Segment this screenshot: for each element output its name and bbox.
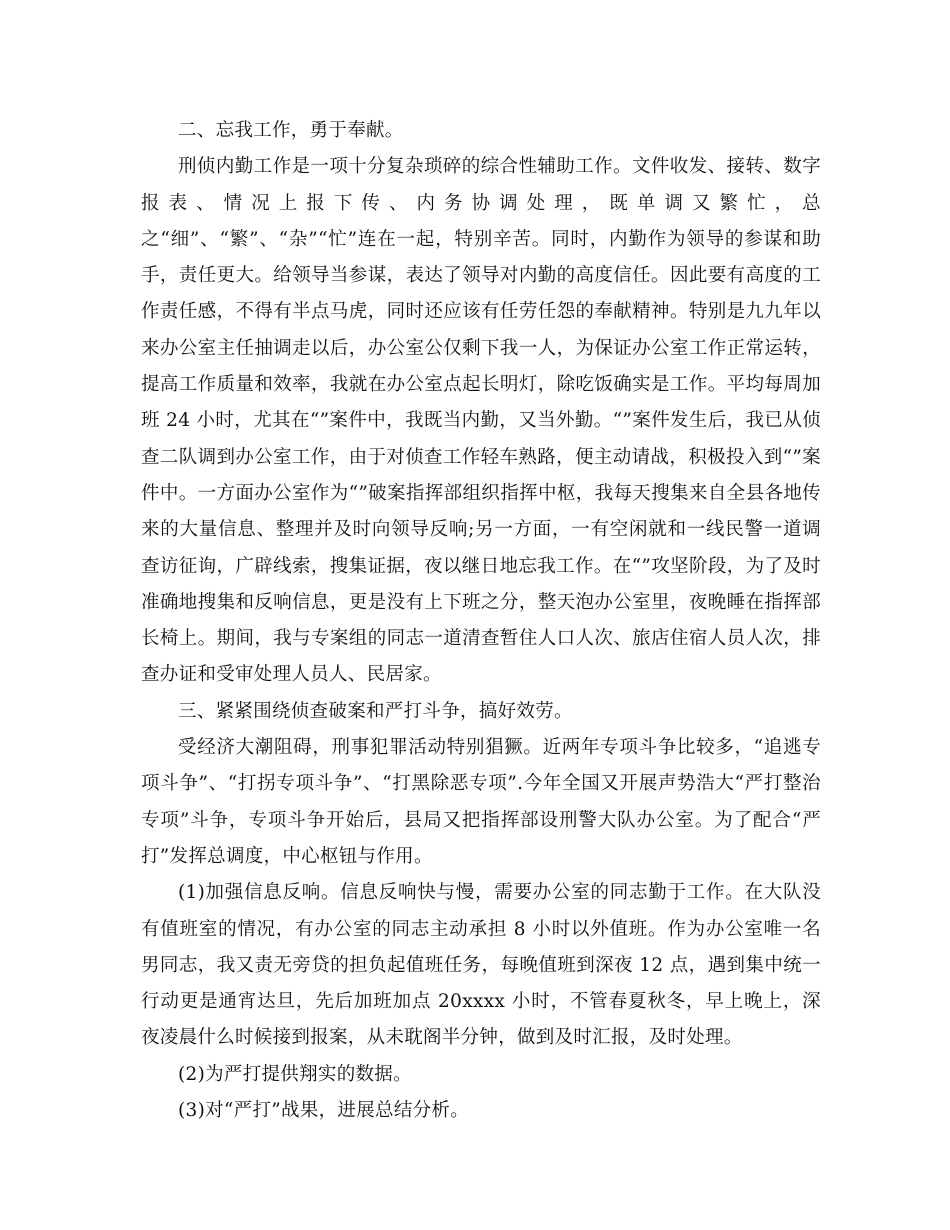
paragraph-special-campaigns: 受经济大潮阻碍，刑事犯罪活动特别猖獗。近两年专项斗争比较多，“追逃专项斗争”、“打拐专项斗争”、“打黑除恶专项”.今年全国又开展声势浩大“严打整治专项”斗争，专项斗争开始后，县局又把指挥部设刑警大队办公室。为了配合“严打”发挥总调度，中心枢钮与作用。 — [141, 737, 821, 867]
list-item-1: (1)加强信息反响。信息反响快与慢，需要办公室的同志勤于工作。在大队没有值班室的情况，有办公室的同志主动承担 8 小时以外值班。作为办公室唯一名男同志，我又责无旁贷的担负起值班任务，每晚值班到深夜 12 点，遇到集中统一行动更是通宵达旦，先后加班加点 20xxxx 小时，不管春夏秋冬，早上晚上，深夜凌晨什么时候接到报案，从未耽阁半分钟，做到及时汇报，及时处理。 — [141, 882, 821, 1049]
list-item-2: (2)为严打提供翔实的数据。 — [178, 1063, 412, 1085]
section-heading-three: 三、紧紧围绕侦查破案和严打斗争，搞好效劳。 — [178, 700, 573, 722]
section-heading-two: 二、忘我工作，勇于奉献。 — [178, 120, 404, 141]
list-item-3: (3)对“严打”战果，进展总结分析。 — [178, 1100, 470, 1122]
document-body — [141, 113, 821, 1129]
paragraph-internal-affairs: 刑侦内勤工作是一项十分复杂琐碎的综合性辅助工作。文件收发、接转、数字报表、情况上报下传、内务协调处理，既单调又繁忙，总之“细”、“繁”、“杂”“忙”连在一起，特别辛苦。同时，内勤作为领导的参谋和助手，责任更大。给领导当参谋，表达了领导对内勤的高度信任。因此要有高度的工作责任感，不得有半点马虎，同时还应该有任劳任怨的奉献精神。特别是九九年以来办公室主任抽调走以后，办公室公仅剩下我一人，为保证办公室工作正常运转，提高工作质量和效率，我就在办公室点起长明灯，除吃饭确实是工作。平均每周加班 24 小时，尤其在“”案件中，我既当内勤，又当外勤。“”案件发生后，我已从侦查二队调到办公室工作，由于对侦查工作轻车熟路，便主动请战，积极投入到“”案件中。一方面办公室作为“”破案指挥部组织指挥中枢，我每天搜集来自全县各地传来的大量信息、整理并及时向领导反响;另一方面，一有空闲就和一线民警一道调查访征询，广辟线索，搜集证据，夜以继日地忘我工作。在“”攻坚阶段，为了及时准确地搜集和反响信息，更是没有上下班之分，整天泡办公室里，夜晚睡在指挥部长椅上。期间，我与专案组的同志一道清查暂住人口人次、旅店住宿人员人次，排查办证和受审处理人员人、民居家。 — [141, 156, 821, 686]
